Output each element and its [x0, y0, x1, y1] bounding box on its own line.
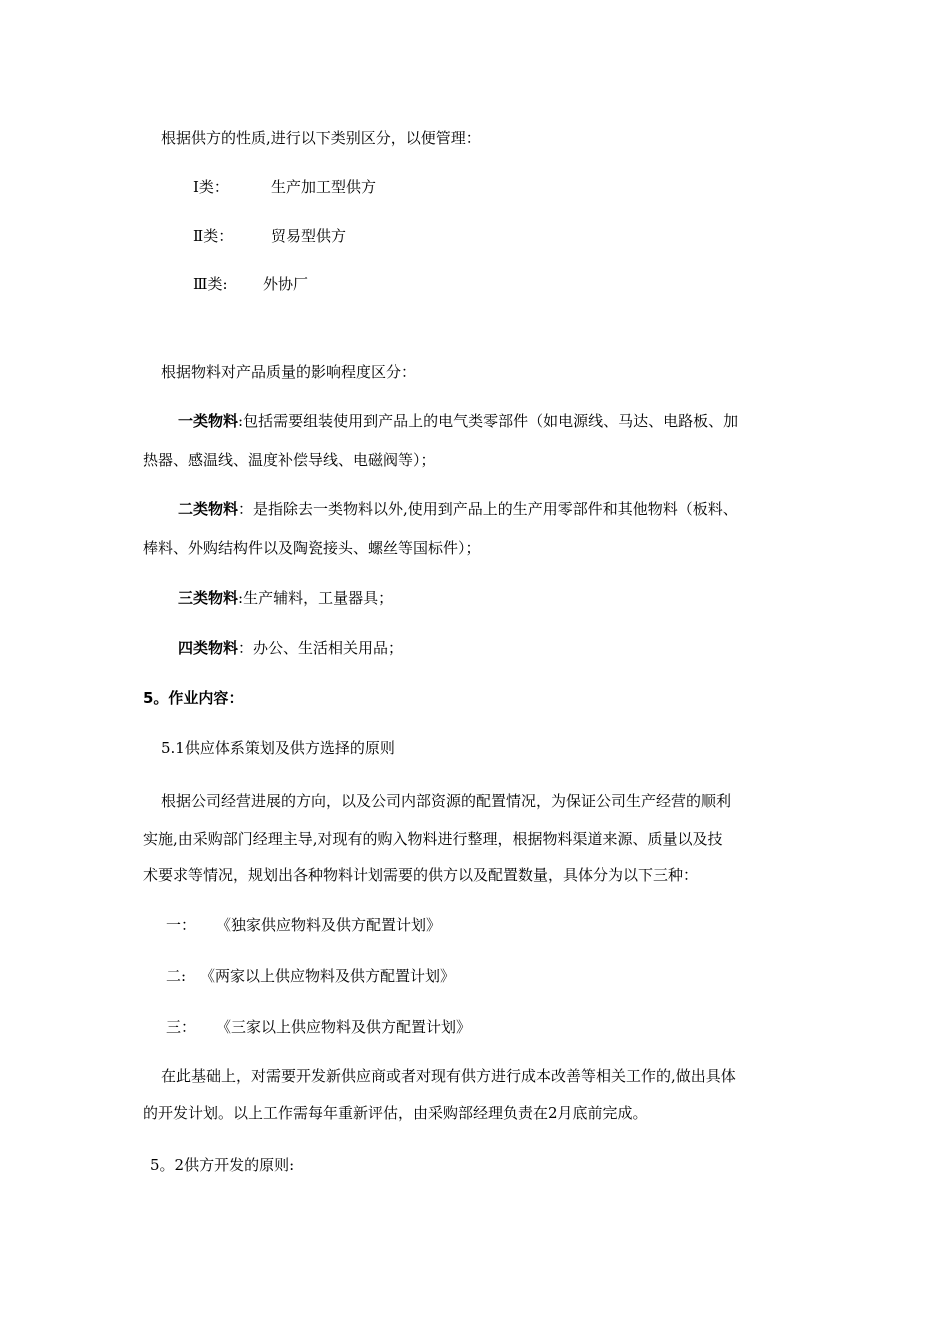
- material-class-term: 二类物料: [178, 500, 239, 518]
- plan-label: 三：: [166, 1018, 197, 1036]
- plan-item: [166, 966, 455, 986]
- material-class-desc: ：是指除去一类物料以外,使用到产品上的生产用零部件和其他物料（板料、: [238, 500, 738, 518]
- supplier-class-item: [193, 226, 346, 246]
- section-heading: 5。作业内容：: [143, 689, 244, 707]
- material-class-term: 一类物料: [178, 412, 239, 430]
- supplier-class-item: [193, 274, 308, 294]
- material-class-desc: :生产辅料，工量器具；: [238, 589, 394, 607]
- material-class-desc-cont: 热器、感温线、温度补偿导线、电磁阀等）；: [143, 451, 436, 469]
- material-class-desc-cont: 棒料、外购结构件以及陶瓷接头、螺丝等国标件）；: [143, 539, 481, 557]
- supplier-class-item: [193, 177, 376, 197]
- material-class-term: 四类物料: [178, 639, 239, 657]
- material-class-item: [178, 499, 738, 519]
- plan-text: 《三家以上供应物料及供方配置计划》: [216, 1018, 472, 1036]
- paragraph-line: 根据公司经营进展的方向，以及公司内部资源的配置情况，为保证公司生产经营的顺利: [161, 792, 732, 810]
- plan-label: 一：: [166, 916, 197, 934]
- material-class-desc: :包括需要组装使用到产品上的电气类零部件（如电源线、马达、电路板、加: [238, 412, 739, 430]
- supplier-class-text: 贸易型供方: [271, 227, 347, 245]
- supplier-class-label: Ⅰ类：: [193, 178, 229, 196]
- material-class-desc: ：办公、生活相关用品；: [238, 639, 404, 657]
- supplier-classification-intro: 根据供方的性质,进行以下类别区分，以便管理：: [161, 129, 481, 147]
- material-class-term: 三类物料: [178, 589, 239, 607]
- paragraph-line: 术要求等情况，规划出各种物料计划需要的供方以及配置数量，具体分为以下三种：: [143, 866, 699, 884]
- plan-label: 二:: [166, 967, 187, 985]
- supplier-class-text: 生产加工型供方: [271, 178, 377, 196]
- subsection-title: 5.1供应体系策划及供方选择的原则: [161, 739, 395, 757]
- material-classification-intro: 根据物料对产品质量的影响程度区分：: [161, 363, 417, 381]
- paragraph-line: 实施,由采购部门经理主导,对现有的购入物料进行整理，根据物料渠道来源、质量以及技: [143, 830, 723, 848]
- paragraph-line: 的开发计划。以上工作需每年重新评估，由采购部经理负责在2月底前完成。: [143, 1104, 648, 1122]
- material-class-item: [178, 638, 403, 658]
- plan-item: [166, 1017, 471, 1037]
- material-class-item: [178, 411, 738, 431]
- plan-text: 《两家以上供应物料及供方配置计划》: [200, 967, 456, 985]
- plan-text: 《独家供应物料及供方配置计划》: [216, 916, 442, 934]
- material-class-item: [178, 588, 393, 608]
- paragraph-line: 在此基础上，对需要开发新供应商或者对现有供方进行成本改善等相关工作的,做出具体: [161, 1067, 736, 1085]
- supplier-class-label: Ⅱ类：: [193, 227, 234, 245]
- supplier-class-text: 外协厂: [263, 275, 309, 293]
- subsection-title: 5。2供方开发的原则:: [150, 1156, 295, 1174]
- plan-item: [166, 915, 441, 935]
- supplier-class-label: Ⅲ类:: [193, 275, 228, 293]
